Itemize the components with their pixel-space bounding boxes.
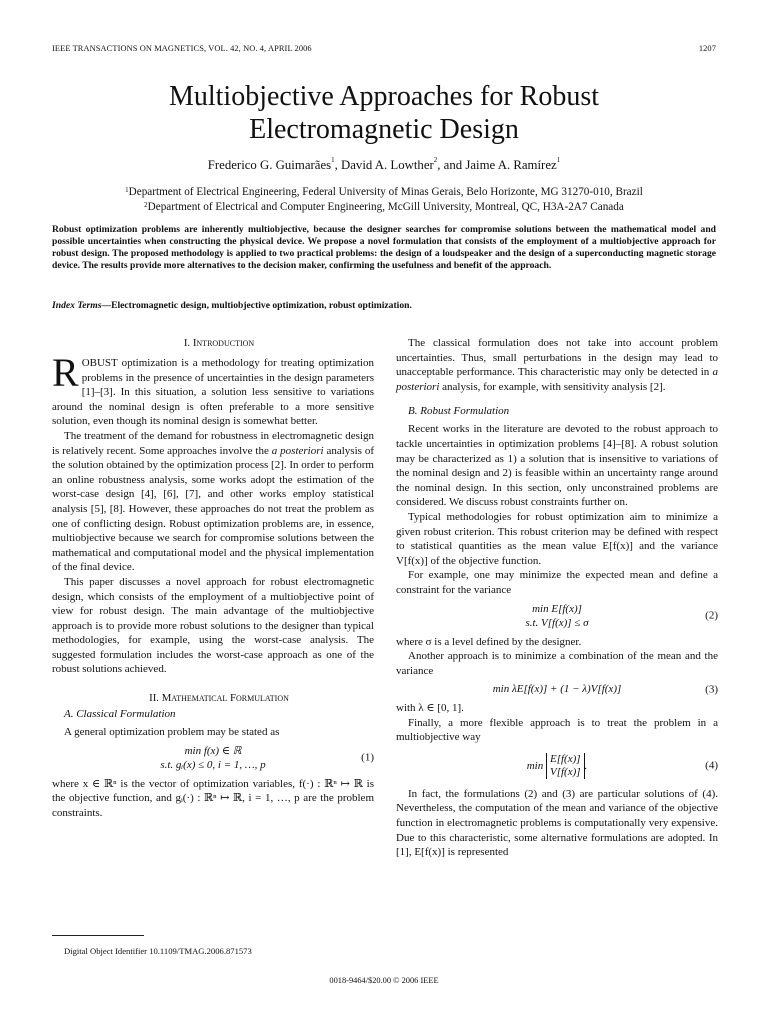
author-list bbox=[0, 158, 768, 173]
equation-4-period: . bbox=[584, 759, 588, 772]
multiobjective-paragraph: Finally, a more flexible approach is to treat the problem in a multiobjective way bbox=[396, 716, 718, 744]
section-2-title: Mathematical Formulation bbox=[161, 692, 289, 705]
intro-paragraph-2 bbox=[52, 429, 374, 575]
section-2-number: II. bbox=[149, 692, 159, 705]
intro-paragraph-3: This paper discusses a novel approach for robust electromagnetic design, which consists of the employment of a multiobjective point of view for robust design. The main advantage of the multiobjective approach is to provide more robust solutions to the designer than typical methodologies, for example, using the worst-case analysis. The suggested formulation includes the worst-case approach as one of the robust solutions achieved. bbox=[52, 575, 374, 676]
affiliation-1 bbox=[0, 185, 768, 200]
final-paragraph: In fact, the formulations (2) and (3) are particular solutions of (4). Nevertheless, the computation of the mean and variance of the objective function in electromagnetic problems is computationally very expensive. Due to this characteristic, some alternative formulations are adopted. In [1], E[f(x)] is represented bbox=[396, 787, 718, 859]
page-number: 1207 bbox=[698, 44, 716, 53]
intro-p2-italic: a posteriori bbox=[271, 444, 324, 457]
subsection-b-heading: B. Robust Formulation bbox=[408, 405, 510, 418]
section-2-heading bbox=[52, 691, 374, 705]
subsection-a-heading: A. Classical Formulation bbox=[64, 708, 176, 721]
affiliation-1-text: Department of Electrical Engineering, Federal University of Minas Gerais, Belo Horizonte, MG 31270-010, Brazil bbox=[128, 186, 643, 198]
classical-paragraph: A general optimization problem may be stated as bbox=[64, 726, 280, 739]
intro-p2-c: analysis of the solution obtained by the optimization process [2]. In order to perform an online robustness analysis, some works adopt the estimation of the worst-case design [4], [6], [7], and other works employ statistical analysis [5], [8]. However, these approaches do not treat the problem as one of conflicting design. Robust optimization problems are, in essence, multiobjective because we search for compromise solutions between the mathematical and computational model and the physical implementation of the final device. bbox=[52, 444, 374, 574]
equation-3-number: (3) bbox=[705, 683, 718, 696]
author-2: , David A. Lowther bbox=[334, 158, 434, 172]
equation-2 bbox=[396, 602, 718, 631]
section-1-heading bbox=[52, 336, 374, 350]
affiliations bbox=[0, 185, 768, 214]
intro-paragraph-1 bbox=[52, 350, 374, 429]
right-paragraph-1 bbox=[396, 336, 718, 394]
section-1-number: I. bbox=[183, 337, 191, 349]
affiliation-1-num: 1 bbox=[125, 186, 129, 194]
author-2-affil: 2 bbox=[433, 156, 438, 164]
equation-2-line-1: min E[f(x)] bbox=[532, 602, 582, 615]
title-line-1: Multiobjective Approaches for Robust bbox=[168, 81, 600, 112]
footnote-rule bbox=[52, 935, 144, 936]
equation-4-matrix bbox=[546, 753, 585, 779]
author-3-affil: 1 bbox=[556, 156, 561, 164]
equation-1-number: (1) bbox=[361, 751, 374, 764]
affiliation-2-num: 2 bbox=[144, 200, 148, 209]
equation-4-row-2: V[f(x)] bbox=[549, 766, 581, 779]
title-line-2: Electromagnetic Design bbox=[249, 114, 519, 145]
lambda-paragraph: with λ ∈ [0, 1]. bbox=[396, 702, 464, 715]
index-terms-text: —Electromagnetic design, multiobjective optimization, robust optimization. bbox=[101, 300, 412, 311]
equation-3 bbox=[396, 682, 718, 697]
section-1-title: Introduction bbox=[192, 337, 255, 349]
robust-paragraph-2: Typical methodologies for robust optimization aim to minimize a given robust criterion. This robust criterion may be defined with respect to statistical quantities as the mean value E[f(x)] and the variance V[f(x)] of the objective function. bbox=[396, 510, 718, 567]
paper-title bbox=[0, 80, 768, 146]
index-terms bbox=[52, 300, 716, 311]
right-p1-italic: a posteriori bbox=[396, 366, 718, 393]
affiliation-2 bbox=[0, 200, 768, 215]
abstract: Robust optimization problems are inherently multiobjective, because the designer searches for compromise solutions between the mathematical model and possible uncertainties when constructing the physical device. We propose a novel formulation that consists of the employment of a multiobjective approach for robust design. The proposed methodology is applied to two practical problems: the design of a loudspeaker and the design of a superconducting magnetic storage device. The results provide more alternatives to the decision maker, confirming the usefulness and benefit of the approach. bbox=[52, 224, 716, 271]
equation-4-min: min bbox=[526, 759, 544, 772]
intro-p2-a: The treatment of the demand for robustness in electromagnetic design is relatively recent. Some approaches involve the bbox=[52, 429, 374, 457]
intro-paragraph-1-text: OBUST optimization is a methodology for treating optimization problems in the presence of uncertainties in the design parameters [1]–[3]. In this situation, a solution less sensitive to variations around the nominal design is often preferable to a more sensitive solution, even though its nominal design is somewhat better. bbox=[52, 357, 374, 428]
right-p1-a: The classical formulation does not take into account problem uncertainties. Thus, small perturbations in the design may lead to unacceptable performance. This characteristic may only be detected in bbox=[396, 337, 718, 379]
author-1: Frederico G. Guimarães bbox=[207, 158, 332, 172]
equation-1 bbox=[52, 744, 374, 773]
equation-4-number: (4) bbox=[705, 759, 718, 772]
equation-4-row-1: E[f(x)] bbox=[549, 753, 581, 766]
right-p1-c: analysis, for example, with sensitivity analysis [2]. bbox=[439, 380, 666, 393]
equation-4-line bbox=[396, 749, 718, 783]
affiliation-2-text: Department of Electrical and Computer Engineering, McGill University, Montreal, QC, H3A-2A7 Canada bbox=[147, 200, 624, 213]
left-column bbox=[52, 336, 374, 821]
equation-2-line-2: s.t. V[f(x)] ≤ σ bbox=[525, 617, 589, 630]
robust-paragraph-1: Recent works in the literature are devoted to the robust approach to tackle uncertainties in optimization problems [4]–[8]. A robust solution may be characterized as 1) a solution that is insensitive to variations of the nominal design and 2) is feasible within an uncertainty range around the nominal design. In this section, only unconstrained problems are considered. We discuss robust constraints further on. bbox=[396, 423, 718, 509]
combination-paragraph: Another approach is to minimize a combination of the mean and the variance bbox=[396, 650, 718, 677]
index-terms-label: Index Terms bbox=[52, 300, 102, 311]
equation-1-line-1: min f(x) ∈ ℝ bbox=[184, 744, 242, 757]
drop-cap: R bbox=[52, 350, 79, 395]
robust-paragraph-3: For example, one may minimize the expected mean and define a constraint for the variance bbox=[396, 569, 718, 596]
equation-3-line: min λE[f(x)] + (1 − λ)V[f(x)] bbox=[492, 683, 622, 696]
where-paragraph: where x ∈ ℝⁿ is the vector of optimization variables, f(·) : ℝⁿ ↦ ℝ is the objective function, and gᵢ(·) : ℝⁿ ↦ ℝ, i = 1, …, p are the problem constraints. bbox=[52, 777, 374, 820]
author-3: , and Jaime A. Ramírez bbox=[437, 158, 557, 172]
doi-footnote: Digital Object Identifier 10.1109/TMAG.2006.871573 bbox=[64, 946, 252, 956]
equation-4 bbox=[396, 749, 718, 783]
equation-2-number: (2) bbox=[705, 609, 718, 622]
sigma-paragraph: where σ is a level defined by the designer. bbox=[396, 635, 582, 648]
author-1-affil: 1 bbox=[331, 156, 335, 164]
copyright-footer: 0018-9464/$20.00 © 2006 IEEE bbox=[329, 976, 439, 985]
equation-1-line-2: s.t. gᵢ(x) ≤ 0, i = 1, …, p bbox=[160, 759, 266, 772]
right-column bbox=[396, 336, 718, 860]
journal-header: IEEE TRANSACTIONS ON MAGNETICS, VOL. 42, NO. 4, APRIL 2006 bbox=[52, 44, 312, 53]
